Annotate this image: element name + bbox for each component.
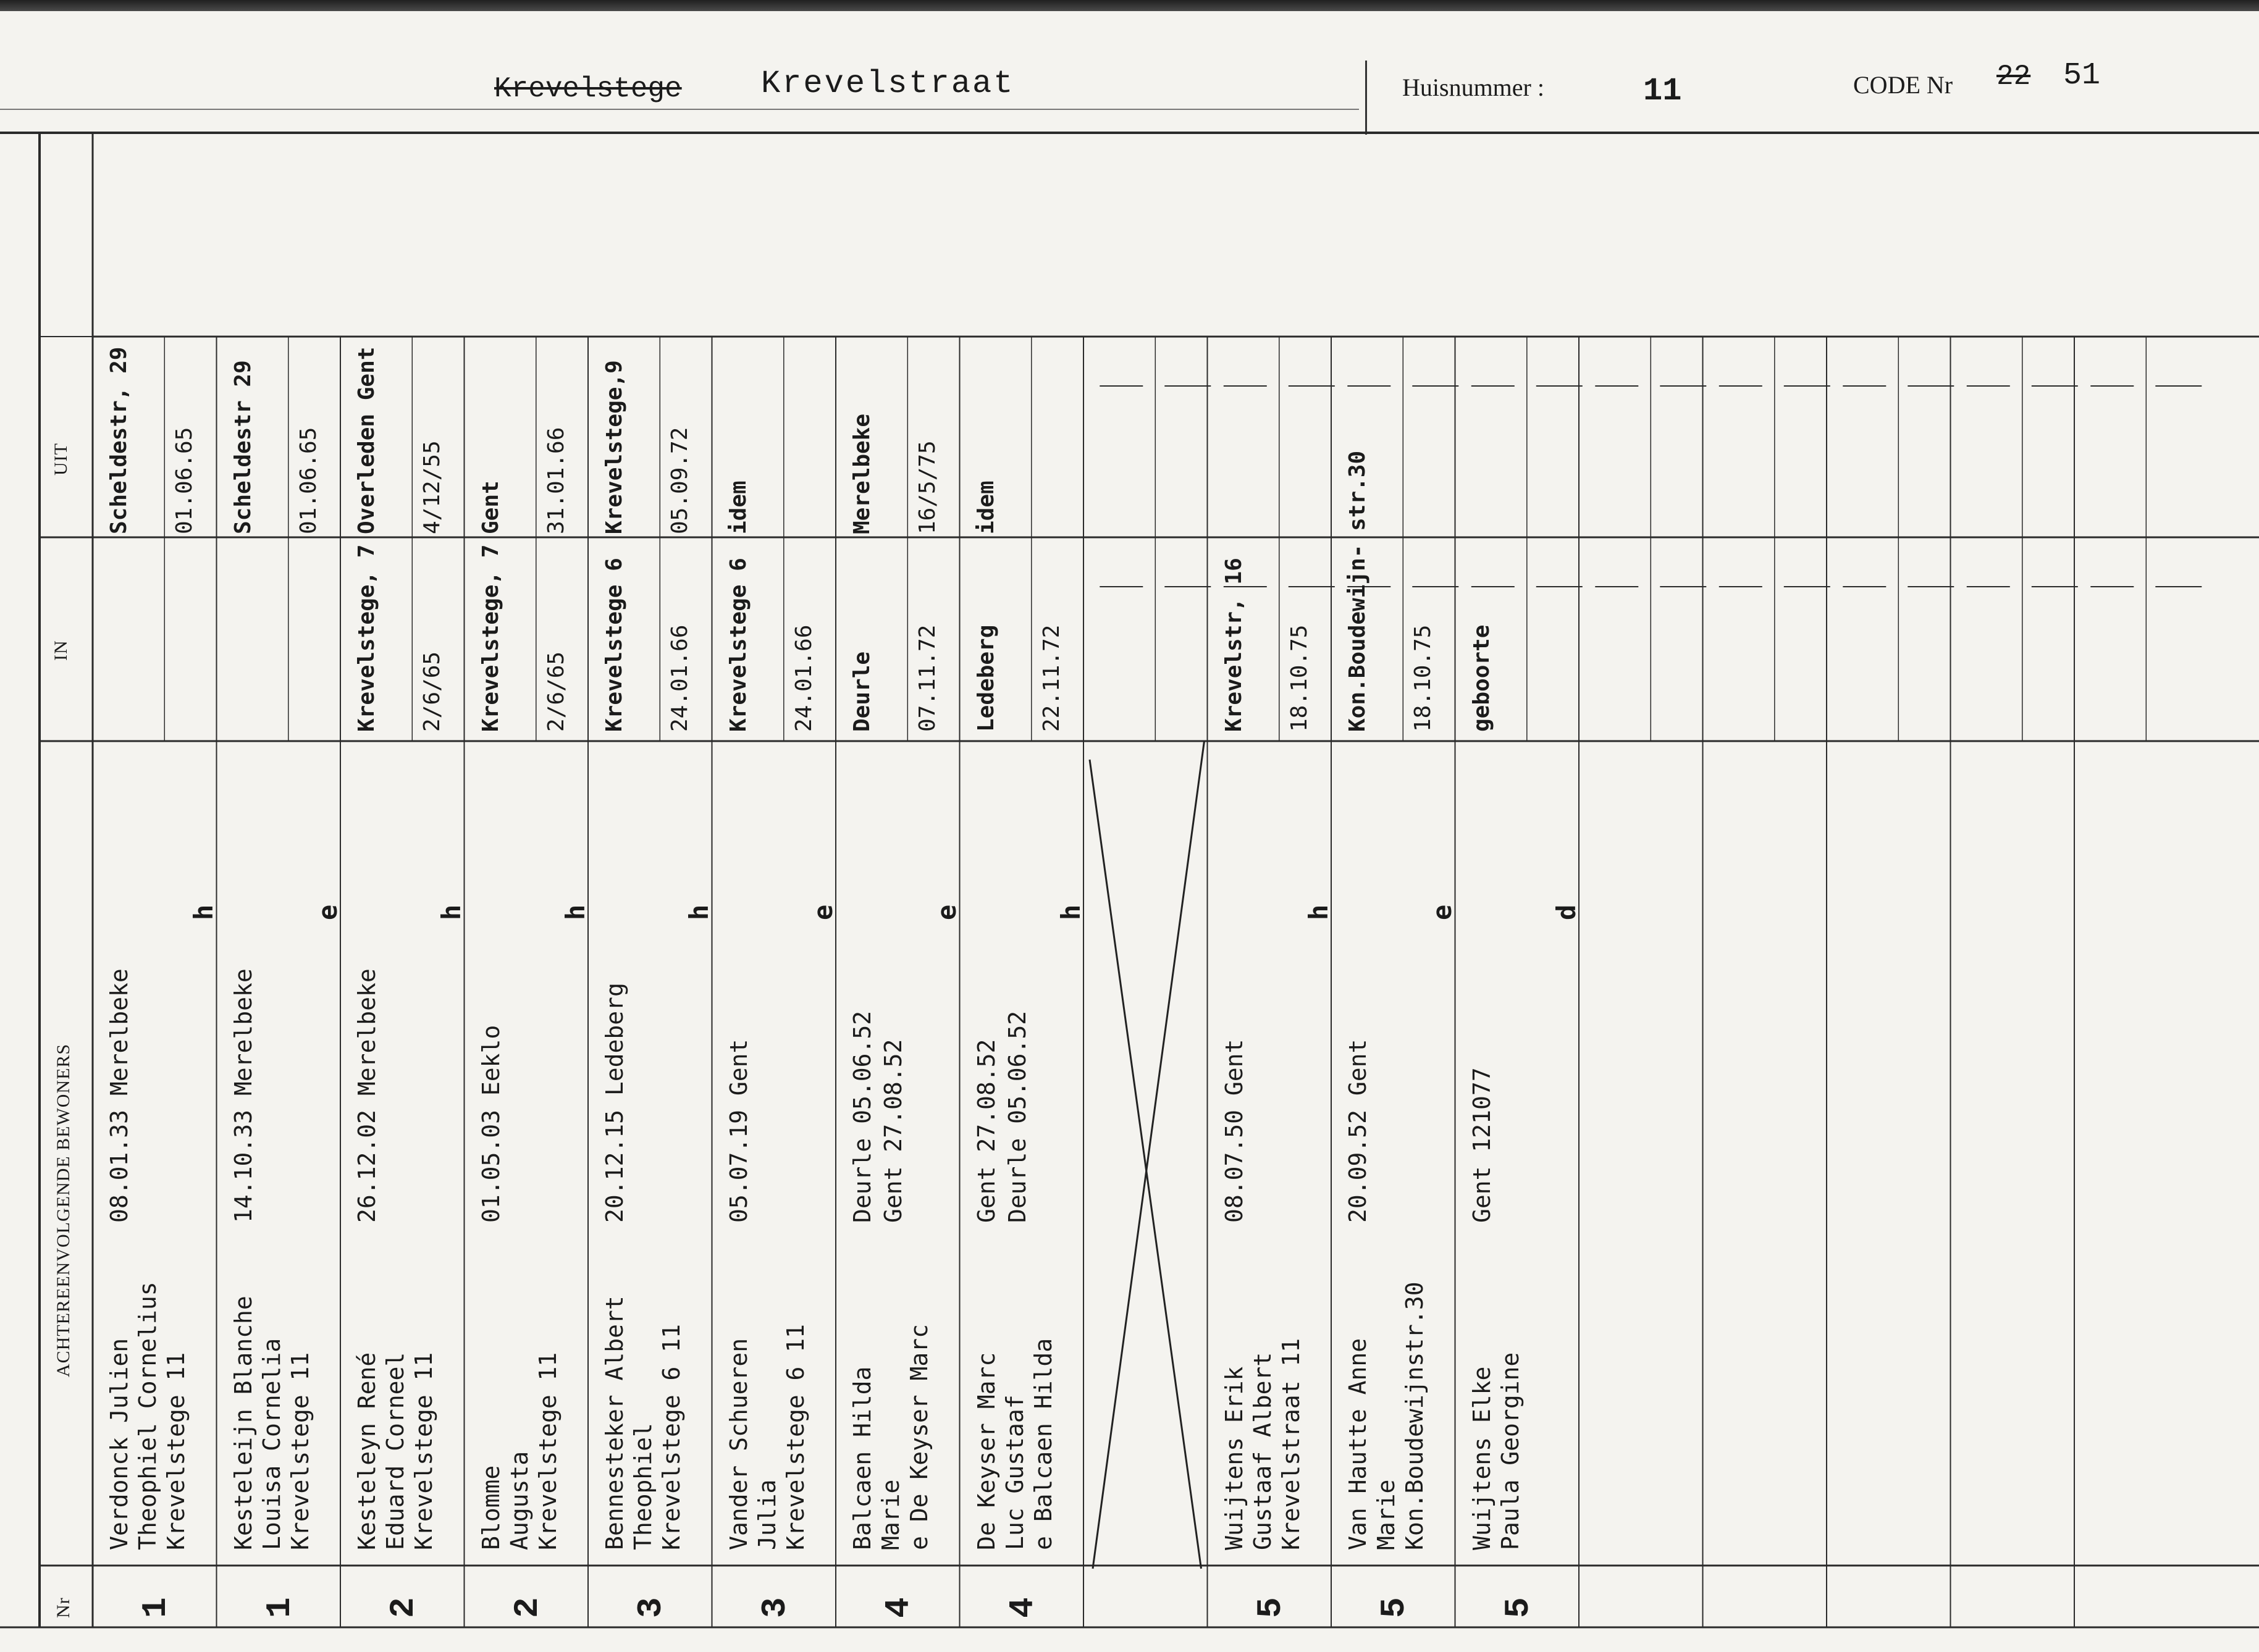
in-place: Deurle xyxy=(849,651,875,732)
resident-mark: h xyxy=(684,904,714,920)
street-name-new: Krevelstraat xyxy=(761,65,1015,102)
in-date: 18.10.75 xyxy=(1286,624,1312,732)
resident-birth: 26.12.02 Merelbeke xyxy=(353,968,381,1223)
resident-birth: 20.12.15 Ledeberg xyxy=(601,983,628,1223)
resident-name-line: Marie xyxy=(1373,1479,1400,1550)
resident-name-line: Julia xyxy=(753,1479,781,1550)
resident-name-line: e Balcaen Hilda xyxy=(1029,1338,1057,1550)
resident-birth: Gent 121077 xyxy=(1468,1067,1495,1223)
uit-date: 16/5/75 xyxy=(915,440,940,534)
resident-nr: 1 xyxy=(136,1597,175,1618)
resident-name-line: Theophiel xyxy=(629,1423,657,1550)
resident-nr: 2 xyxy=(507,1597,547,1618)
resident-mark: h xyxy=(188,904,219,920)
resident-birth: 20.09.52 Gent xyxy=(1344,1039,1371,1223)
house-number-label: Huisnummer : xyxy=(1402,73,1544,101)
resident-nr: 5 xyxy=(1250,1597,1290,1618)
resident-nr: 4 xyxy=(1003,1597,1043,1618)
uit-place: idem xyxy=(973,480,999,534)
resident-birth: 05.07.19 Gent xyxy=(725,1039,752,1223)
resident-name-line: Bennesteker Albert xyxy=(601,1296,628,1550)
resident-name-line: Krevelstege 6 11 xyxy=(658,1323,685,1550)
resident-mark: h xyxy=(436,904,466,920)
uit-place: idem xyxy=(725,480,751,534)
resident-name-line: Gustaaf Albert xyxy=(1248,1352,1276,1550)
resident-birth: 01.05.03 Eeklo xyxy=(477,1025,505,1223)
in-place: geboorte xyxy=(1468,624,1494,732)
resident-nr: 4 xyxy=(879,1597,919,1618)
resident-name-line: e De Keyser Marc xyxy=(906,1323,933,1550)
uit-place: Gent xyxy=(477,480,503,534)
uit-place: Overleden Gent xyxy=(354,346,379,534)
resident-name-line: Krevelstege 11 xyxy=(162,1352,190,1550)
resident-birth: Deurle 05.06.52 xyxy=(849,1010,876,1223)
resident-name-line: Paula Georgine xyxy=(1496,1352,1524,1550)
uit-label: UIT xyxy=(51,443,71,476)
in-place: Krevelstege, 7 xyxy=(354,544,379,732)
in-place: Krevelstege 6 xyxy=(602,558,627,732)
resident-nr: 3 xyxy=(631,1597,671,1618)
resident-mark: e xyxy=(932,904,962,920)
resident-birth: 08.07.50 Gent xyxy=(1220,1039,1248,1223)
resident-birth: 08.01.33 Merelbeke xyxy=(106,968,133,1223)
uit-date: 01.06.65 xyxy=(172,427,197,534)
header-underline xyxy=(0,109,1359,110)
uit-date: 01.06.65 xyxy=(295,427,321,534)
header-separator xyxy=(1365,61,1367,135)
resident-mark: e xyxy=(1427,904,1457,920)
in-date: 2/6/65 xyxy=(419,651,445,732)
in-date: 2/6/65 xyxy=(543,651,569,732)
resident-name-line: Louisa Cornelia xyxy=(258,1338,285,1550)
resident-name-line: Van Hautte Anne xyxy=(1344,1338,1371,1550)
resident-name-line: Balcaen Hilda xyxy=(849,1366,876,1550)
resident-name-line: Luc Gustaaf xyxy=(1001,1394,1029,1550)
resident-mark: e xyxy=(312,904,343,920)
resident-birth-second: Gent 27.08.52 xyxy=(880,1039,907,1223)
resident-birth: 14.10.33 Merelbeke xyxy=(229,968,257,1223)
in-place: Krevelstege, 7 xyxy=(477,544,503,732)
code-number-new: 51 xyxy=(2063,58,2101,93)
resident-name-line: De Keyser Marc xyxy=(972,1352,1000,1550)
resident-name-line: Eduard Corneel xyxy=(382,1352,409,1550)
in-place: Ledeberg xyxy=(973,624,999,732)
resident-name-line: Krevelstege 11 xyxy=(410,1352,437,1550)
resident-mark: h xyxy=(1303,904,1334,920)
top-edge-bar xyxy=(0,0,2259,11)
resident-name-line: Wuijtens Erik xyxy=(1220,1366,1248,1550)
uit-date: 31.01.66 xyxy=(543,427,569,534)
resident-mark: h xyxy=(1055,904,1086,920)
in-place: Krevelstege 6 xyxy=(725,558,751,732)
resident-name-line: Krevelstraat 11 xyxy=(1277,1338,1305,1550)
resident-name-line: Verdonck Julien xyxy=(106,1338,133,1550)
form-header xyxy=(0,11,2259,128)
resident-nr: 3 xyxy=(755,1597,795,1618)
resident-name-line: Augusta xyxy=(505,1451,533,1550)
in-date: 18.10.75 xyxy=(1410,624,1436,732)
resident-name-line: Krevelstege 6 11 xyxy=(781,1323,809,1550)
resident-name-line: Blomme xyxy=(477,1465,505,1550)
uit-place: Krevelstege,9 xyxy=(602,360,627,534)
resident-birth-second: Deurle 05.06.52 xyxy=(1003,1010,1031,1223)
resident-nr: 1 xyxy=(259,1597,300,1618)
resident-name-line: Kesteleyn René xyxy=(353,1352,381,1550)
uit-date: 4/12/55 xyxy=(419,440,445,534)
nr-label: Nr xyxy=(53,1597,74,1618)
resident-name-line: Kon.Boudewijnstr.30 xyxy=(1401,1281,1428,1550)
resident-mark: d xyxy=(1550,904,1581,920)
house-number-value: 11 xyxy=(1643,73,1682,109)
resident-name-line: Wuijtens Elke xyxy=(1468,1366,1495,1550)
in-date: 24.01.66 xyxy=(667,624,692,732)
uit-date: 05.09.72 xyxy=(667,427,692,534)
uit-place: Scheldestr 29 xyxy=(230,360,256,534)
resident-nr: 5 xyxy=(1498,1597,1538,1618)
code-number-label: CODE Nr xyxy=(1853,71,1953,99)
uit-place: Scheldestr, 29 xyxy=(106,346,132,534)
resident-name-line: Theophiel Cornelius xyxy=(134,1281,161,1550)
in-place: Kon.Boudewijn- str.30 xyxy=(1345,450,1370,732)
in-label: IN xyxy=(51,640,71,661)
resident-name-line: Krevelstege 11 xyxy=(534,1352,562,1550)
resident-nr: 5 xyxy=(1374,1597,1414,1618)
resident-name-line: Kesteleijn Blanche xyxy=(229,1296,257,1550)
void-cross-line xyxy=(1090,760,1201,1569)
in-date: 22.11.72 xyxy=(1038,624,1064,732)
resident-mark: h xyxy=(560,904,591,920)
resident-mark: e xyxy=(807,904,838,920)
void-cross-line xyxy=(1093,741,1205,1569)
in-place: Krevelstr, 16 xyxy=(1221,558,1247,732)
uit-place: Merelbeke xyxy=(849,413,875,534)
in-date: 07.11.72 xyxy=(915,624,940,732)
resident-birth: Gent 27.08.52 xyxy=(972,1039,1000,1223)
resident-nr: 2 xyxy=(384,1597,423,1618)
resident-name-line: Krevelstege 11 xyxy=(286,1352,314,1550)
street-name-old: Krevelstege xyxy=(494,73,682,105)
bewoners-label: ACHTEREENVOLGENDE BEWONERS xyxy=(53,1043,74,1377)
code-number-old: 22 xyxy=(1996,61,2031,93)
resident-name-line: Vander Schueren xyxy=(725,1338,752,1550)
in-date: 24.01.66 xyxy=(791,624,817,732)
resident-name-line: Marie xyxy=(877,1479,904,1550)
